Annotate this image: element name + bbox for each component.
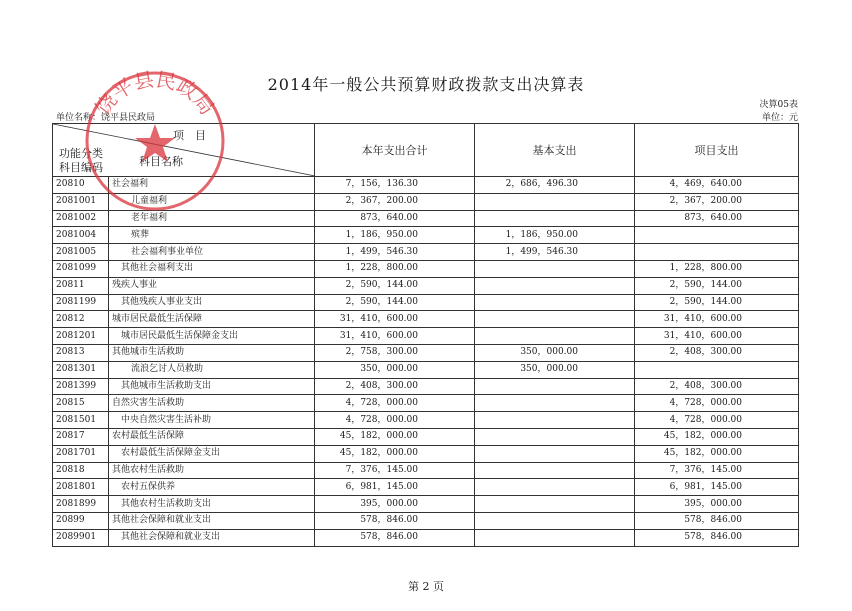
row-basic bbox=[475, 445, 635, 462]
table-row bbox=[53, 328, 799, 345]
row-total: 1，186，950.00 bbox=[315, 227, 475, 244]
row-code: 2081002 bbox=[53, 210, 109, 227]
row-total: 350，000.00 bbox=[315, 361, 475, 378]
row-basic bbox=[475, 428, 635, 445]
header-total: 本年支出合计 bbox=[315, 124, 475, 177]
row-basic bbox=[475, 311, 635, 328]
row-total: 45，182，000.00 bbox=[315, 445, 475, 462]
row-name: 社会福利 bbox=[109, 177, 315, 194]
table-body bbox=[53, 177, 799, 547]
row-project: 31，410，600.00 bbox=[635, 311, 799, 328]
row-project: 7，376，145.00 bbox=[635, 462, 799, 479]
table-row bbox=[53, 344, 799, 361]
row-total: 2，590，144.00 bbox=[315, 277, 475, 294]
row-basic bbox=[475, 395, 635, 412]
row-project: 395，000.00 bbox=[635, 496, 799, 513]
row-basic bbox=[475, 328, 635, 345]
row-name: 其他社会保障和就业支出 bbox=[109, 529, 315, 546]
row-total: 1，228，800.00 bbox=[315, 260, 475, 277]
row-total: 31，410，600.00 bbox=[315, 311, 475, 328]
table-row bbox=[53, 227, 799, 244]
table-row bbox=[53, 512, 799, 529]
row-name: 其他社会福利支出 bbox=[109, 260, 315, 277]
row-name: 其他城市生活救助 bbox=[109, 344, 315, 361]
row-name: 其他城市生活救助支出 bbox=[109, 378, 315, 395]
row-total: 6，981，145.00 bbox=[315, 479, 475, 496]
row-total: 2，758，300.00 bbox=[315, 344, 475, 361]
row-name: 流浪乞讨人员救助 bbox=[109, 361, 315, 378]
row-basic bbox=[475, 378, 635, 395]
row-basic: 2，686，496.30 bbox=[475, 177, 635, 194]
page-title: 2014年一般公共预算财政拨款支出决算表 bbox=[267, 75, 585, 94]
row-total: 1，499，546.30 bbox=[315, 244, 475, 261]
row-name: 其他残疾人事业支出 bbox=[109, 294, 315, 311]
row-basic bbox=[475, 260, 635, 277]
row-total: 45，182，000.00 bbox=[315, 428, 475, 445]
row-name: 其他社会保障和就业支出 bbox=[109, 512, 315, 529]
row-name: 儿童福利 bbox=[109, 193, 315, 210]
table-row bbox=[53, 479, 799, 496]
row-code: 20811 bbox=[53, 277, 109, 294]
row-total: 31，410，600.00 bbox=[315, 328, 475, 345]
row-total: 578，846.00 bbox=[315, 529, 475, 546]
row-project: 4，469，640.00 bbox=[635, 177, 799, 194]
row-code: 20810 bbox=[53, 177, 109, 194]
row-project: 2，408，300.00 bbox=[635, 344, 799, 361]
row-project: 2，367，200.00 bbox=[635, 193, 799, 210]
table-row bbox=[53, 311, 799, 328]
row-code: 2081501 bbox=[53, 412, 109, 429]
row-name: 其他农村生活救助支出 bbox=[109, 496, 315, 513]
row-basic bbox=[475, 529, 635, 546]
table-row bbox=[53, 496, 799, 513]
row-name: 城市居民最低生活保障金支出 bbox=[109, 328, 315, 345]
table-row bbox=[53, 294, 799, 311]
row-code: 2081199 bbox=[53, 294, 109, 311]
row-name: 社会福利事业单位 bbox=[109, 244, 315, 261]
row-name: 老年福利 bbox=[109, 210, 315, 227]
org-name: 单位名称：饶平县民政局 bbox=[56, 113, 156, 123]
row-project: 45，182，000.00 bbox=[635, 428, 799, 445]
row-total: 4，728，000.00 bbox=[315, 412, 475, 429]
table-row bbox=[53, 277, 799, 294]
row-project: 31，410，600.00 bbox=[635, 328, 799, 345]
header-project: 项目支出 bbox=[635, 124, 799, 177]
row-name: 中央自然灾害生活补助 bbox=[109, 412, 315, 429]
row-total: 2，367，200.00 bbox=[315, 193, 475, 210]
row-basic bbox=[475, 496, 635, 513]
row-project: 578，846.00 bbox=[635, 529, 799, 546]
row-code: 20812 bbox=[53, 311, 109, 328]
row-project: 4，728，000.00 bbox=[635, 395, 799, 412]
row-name: 农村最低生活保障金支出 bbox=[109, 445, 315, 462]
header-code-line1: 功能分类 bbox=[59, 147, 103, 160]
row-name: 残疾人事业 bbox=[109, 277, 315, 294]
seal-text: 饶平县民政局 bbox=[90, 67, 220, 120]
unit-label: 单位：元 bbox=[761, 113, 798, 123]
row-basic bbox=[475, 277, 635, 294]
row-total: 395，000.00 bbox=[315, 496, 475, 513]
row-project: 2，408，300.00 bbox=[635, 378, 799, 395]
row-code: 20817 bbox=[53, 428, 109, 445]
header-code-line2: 科目编码 bbox=[59, 161, 103, 174]
row-basic: 1，186，950.00 bbox=[475, 227, 635, 244]
row-code: 20818 bbox=[53, 462, 109, 479]
row-code: 2081399 bbox=[53, 378, 109, 395]
row-project: 6，981，145.00 bbox=[635, 479, 799, 496]
row-basic bbox=[475, 210, 635, 227]
form-number: 决算05表 bbox=[759, 100, 798, 110]
row-basic bbox=[475, 412, 635, 429]
row-name: 农村最低生活保障 bbox=[109, 428, 315, 445]
table-row bbox=[53, 395, 799, 412]
row-project: 578，846.00 bbox=[635, 512, 799, 529]
row-name: 自然灾害生活救助 bbox=[109, 395, 315, 412]
row-project: 873，640.00 bbox=[635, 210, 799, 227]
table-row bbox=[53, 260, 799, 277]
row-basic: 350，000.00 bbox=[475, 361, 635, 378]
row-project: 2，590，144.00 bbox=[635, 294, 799, 311]
row-basic bbox=[475, 462, 635, 479]
row-project: 45，182，000.00 bbox=[635, 445, 799, 462]
table-row bbox=[53, 244, 799, 261]
row-project: 2，590，144.00 bbox=[635, 277, 799, 294]
row-code: 20813 bbox=[53, 344, 109, 361]
row-code: 2081099 bbox=[53, 260, 109, 277]
table-row bbox=[53, 361, 799, 378]
row-total: 7，156，136.30 bbox=[315, 177, 475, 194]
row-name: 殡葬 bbox=[109, 227, 315, 244]
row-total: 2，408，300.00 bbox=[315, 378, 475, 395]
row-name: 其他农村生活救助 bbox=[109, 462, 315, 479]
page-number: 第 2 页 bbox=[408, 580, 444, 593]
row-project: 4，728，000.00 bbox=[635, 412, 799, 429]
row-basic: 1，499，546.30 bbox=[475, 244, 635, 261]
svg-text:饶平县民政局 bbox=[91, 67, 220, 119]
row-code: 2081899 bbox=[53, 496, 109, 513]
row-code: 20899 bbox=[53, 512, 109, 529]
row-basic bbox=[475, 512, 635, 529]
row-code: 20815 bbox=[53, 395, 109, 412]
row-code: 2081801 bbox=[53, 479, 109, 496]
table-row bbox=[53, 378, 799, 395]
official-seal-icon bbox=[80, 66, 230, 216]
header-item-label: 项 目 bbox=[173, 129, 206, 142]
table-row bbox=[53, 462, 799, 479]
row-basic bbox=[475, 294, 635, 311]
row-total: 2，590，144.00 bbox=[315, 294, 475, 311]
row-total: 7，376，145.00 bbox=[315, 462, 475, 479]
row-basic bbox=[475, 193, 635, 210]
row-project bbox=[635, 227, 799, 244]
row-code: 2089901 bbox=[53, 529, 109, 546]
row-code: 2081001 bbox=[53, 193, 109, 210]
row-basic bbox=[475, 479, 635, 496]
row-project bbox=[635, 361, 799, 378]
row-total: 4，728，000.00 bbox=[315, 395, 475, 412]
table-row bbox=[53, 445, 799, 462]
header-name-label: 科目名称 bbox=[139, 155, 183, 168]
row-name: 农村五保供养 bbox=[109, 479, 315, 496]
row-basic: 350，000.00 bbox=[475, 344, 635, 361]
row-project bbox=[635, 244, 799, 261]
row-code: 2081301 bbox=[53, 361, 109, 378]
table-row bbox=[53, 428, 799, 445]
row-total: 873，640.00 bbox=[315, 210, 475, 227]
row-code: 2081005 bbox=[53, 244, 109, 261]
row-name: 城市居民最低生活保障 bbox=[109, 311, 315, 328]
header-basic: 基本支出 bbox=[475, 124, 635, 177]
row-total: 578，846.00 bbox=[315, 512, 475, 529]
row-project: 1，228，800.00 bbox=[635, 260, 799, 277]
table-row bbox=[53, 529, 799, 546]
row-code: 2081701 bbox=[53, 445, 109, 462]
row-code: 2081004 bbox=[53, 227, 109, 244]
table-row bbox=[53, 412, 799, 429]
row-code: 2081201 bbox=[53, 328, 109, 345]
